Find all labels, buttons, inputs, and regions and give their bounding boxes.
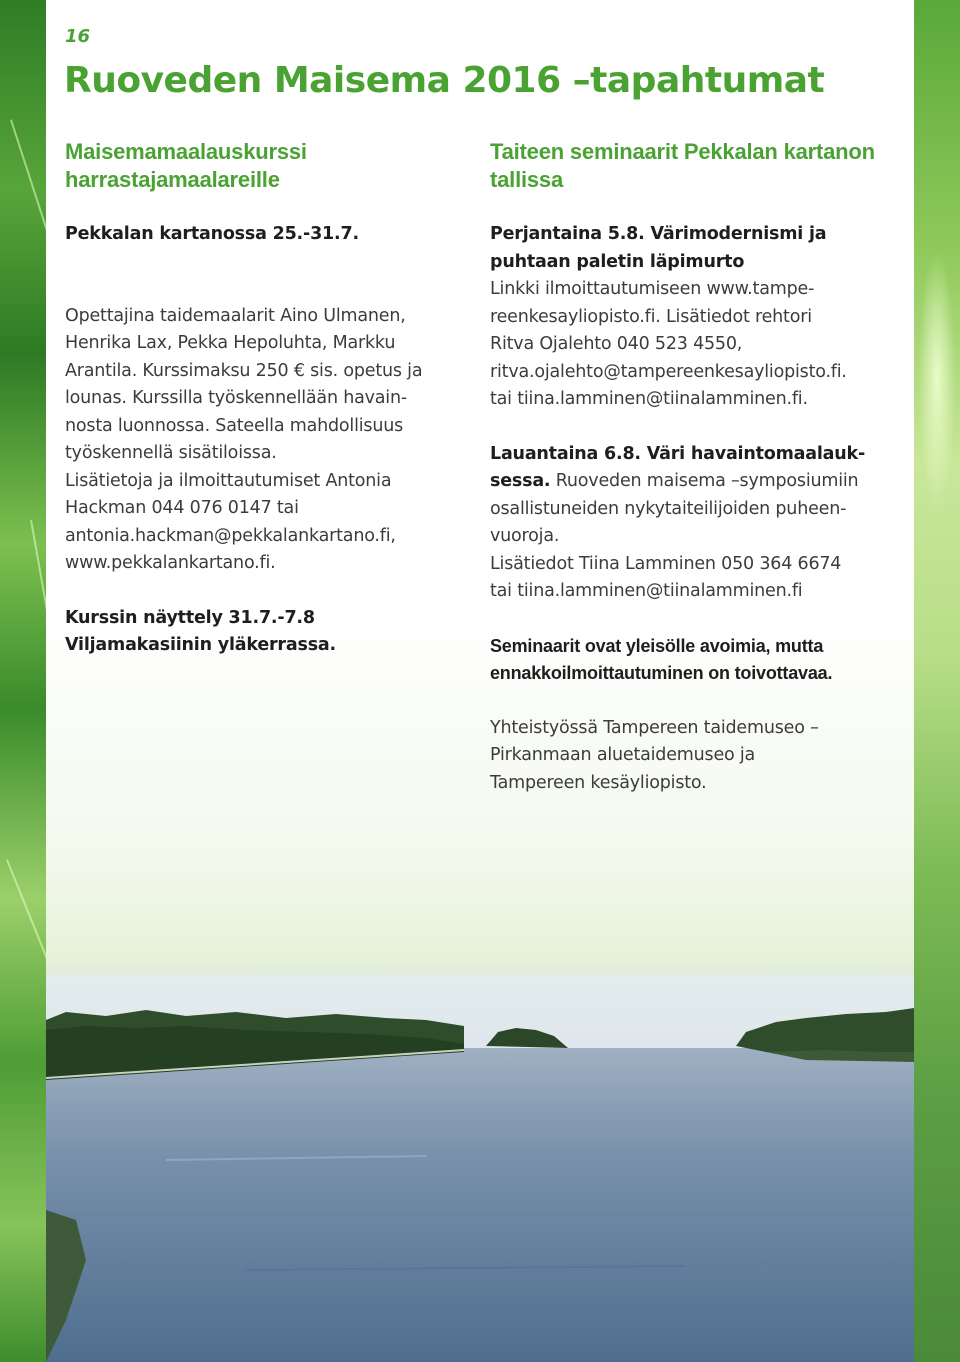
cooperation-text (490, 715, 902, 798)
seminar-event-1 (490, 221, 902, 414)
event1-email-alt: tai tiina.lamminen@tiinalamminen.fi. (490, 389, 808, 409)
event1-text-line: Ritva Ojalehto 040 523 4550, (490, 334, 743, 354)
event2-text-line: Lisätiedot Tiina Lamminen 050 364 6674 (490, 553, 842, 574)
event1-email: ritva.ojalehto@tampereenkesayliopisto.fi. (490, 361, 847, 382)
seminar-heading-line1: Taiteen seminaarit Pekkalan kartanon (490, 139, 875, 164)
course-heading-line1: Maisemamaalauskurssi (65, 139, 307, 164)
course-text-line: Lisätietoja ja ilmoittautumiset Antonia (65, 470, 392, 491)
exhibition-location: Viljamakasiinin yläkerrassa. (65, 635, 336, 655)
exhibition-dates: Kurssin näyttely 31.7.-7.8 (65, 607, 315, 628)
course-section (65, 138, 465, 660)
page-number: 16 (65, 26, 91, 47)
event2-text-line: osallistuneiden nykytaiteilijoiden puheen- (490, 498, 847, 519)
course-email: antonia.hackman@pekkalankartano.fi, (65, 525, 396, 546)
note-line2: ennakkoilmoittautuminen on toivottavaa. (490, 663, 833, 683)
course-text-line: Henrika Lax, Pekka Hepoluhta, Markku (65, 333, 396, 353)
event2-line2 (490, 468, 902, 496)
seminar-section (490, 138, 902, 797)
event1-text-line: Linkki ilmoittautumiseen www.tampe- (490, 279, 815, 299)
course-text-line: Hackman 044 076 0147 tai (65, 498, 299, 518)
seminar-heading-line2: tallissa (490, 167, 564, 192)
lake-landscape-photo (46, 960, 914, 1362)
course-text-line: lounas. Kurssilla työskennellään havain- (65, 388, 407, 408)
birch-leaf-border-left (0, 0, 46, 1362)
note-line1: Seminaarit ovat yleisölle avoimia, mutta (490, 635, 824, 656)
event1-title-line1: Perjantaina 5.8. Värimodernismi ja (490, 224, 827, 244)
seminar-event-2 (490, 441, 902, 606)
event2-text-start: Ruoveden maisema –symposiumiin (550, 471, 859, 491)
event2-text-line: vuoroja. (490, 526, 560, 546)
page-title: Ruoveden Maisema 2016 –tapahtumat (64, 60, 825, 101)
seminar-heading (490, 138, 902, 194)
registration-note (490, 633, 902, 688)
leaf-border-right (914, 0, 960, 1362)
coop-line: Yhteistyössä Tampereen taidemuseo – (490, 717, 819, 738)
course-text-line: Opettajina taidemaalarit Aino Ulmanen, (65, 305, 406, 326)
course-heading-line2: harrastajamaalareille (65, 167, 280, 192)
course-website: www.pekkalankartano.fi. (65, 553, 276, 573)
course-text-line: työskennellä sisätiloissa. (65, 443, 277, 463)
course-date: Pekkalan kartanossa 25.-31.7. (65, 224, 359, 244)
event1-title-line2: puhtaan paletin läpimurto (490, 251, 745, 272)
course-heading (65, 138, 465, 194)
event1-text-line: reenkesayliopisto.fi. Lisätiedot rehtori (490, 306, 812, 327)
event2-email: tai tiina.lamminen@tiinalamminen.fi (490, 581, 803, 601)
event2-title-line2: sessa. (490, 471, 551, 491)
coop-line: Tampereen kesäyliopisto. (490, 772, 707, 793)
course-text-line: Arantila. Kurssimaksu 250 € sis. opetus ja (65, 360, 423, 381)
coop-line: Pirkanmaan aluetaidemuseo ja (490, 745, 756, 765)
course-text-line: nosta luonnossa. Sateella mahdollisuus (65, 415, 404, 436)
course-description (65, 303, 465, 578)
event2-title-line1: Lauantaina 6.8. Väri havaintomaalauk- (490, 443, 866, 464)
exhibition-info (65, 605, 465, 660)
